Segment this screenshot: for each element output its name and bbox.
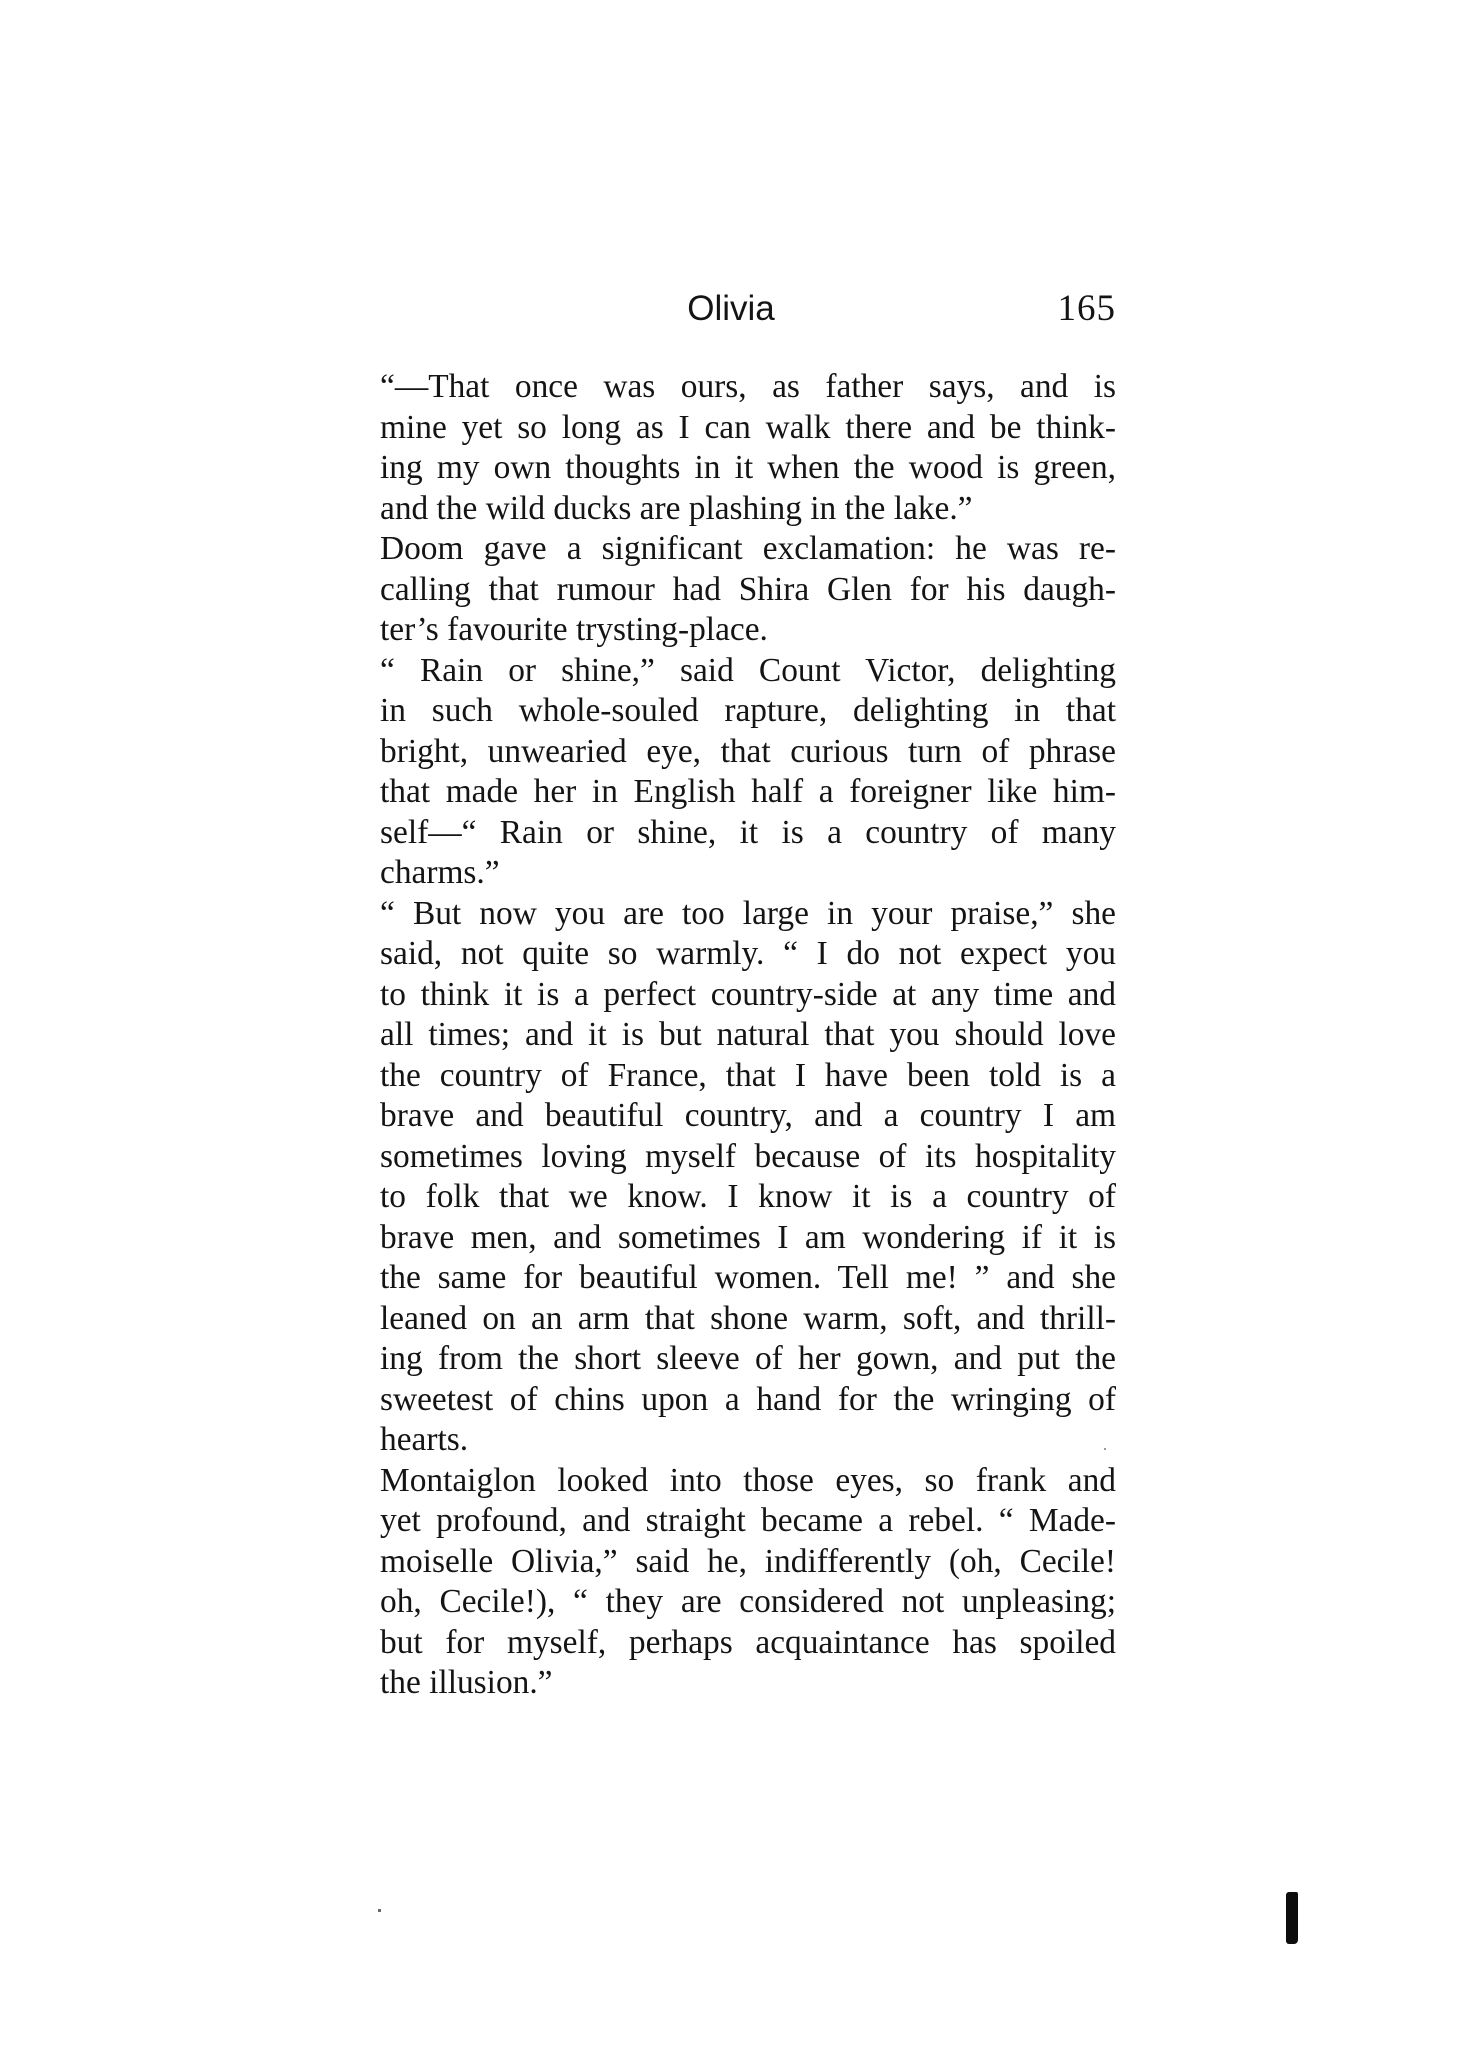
paragraph bbox=[346, 367, 1116, 529]
paragraph bbox=[346, 1461, 1116, 1704]
text-line: “ Rain or shine,” said Count Victor, delighting bbox=[380, 651, 1116, 689]
text-line: that made her in English half a foreigner like him- bbox=[380, 773, 1116, 810]
scan-speck bbox=[378, 1909, 381, 1912]
text-line: charms.” bbox=[380, 854, 500, 891]
text-line: hearts. bbox=[380, 1421, 469, 1458]
text-line: self—“ Rain or shine, it is a country of many bbox=[380, 813, 1116, 851]
text-line: to folk that we know. I know it is a country of bbox=[380, 1178, 1116, 1215]
text-line: the country of France, that I have been told is a bbox=[380, 1056, 1116, 1094]
text-line: oh, Cecile!), “ they are considered not unpleasing; bbox=[380, 1583, 1116, 1620]
text-line: brave men, and sometimes I am wondering if it is bbox=[380, 1218, 1116, 1256]
body-text bbox=[346, 367, 1116, 1704]
text-line: ing from the short sleeve of her gown, and put the bbox=[380, 1340, 1116, 1377]
text-line: Doom gave a significant exclamation: he was re- bbox=[380, 530, 1116, 567]
text-line: brave and beautiful country, and a country I am bbox=[380, 1097, 1116, 1134]
text-line: Montaiglon looked into those eyes, so frank and bbox=[380, 1461, 1116, 1499]
text-line: leaned on an arm that shone warm, soft, and thrill- bbox=[380, 1299, 1116, 1337]
text-line: “ But now you are too large in your praise,” she bbox=[380, 894, 1116, 932]
text-line: sometimes loving myself because of its hospitality bbox=[380, 1137, 1116, 1175]
text-line: to think it is a perfect country-side at any time and bbox=[380, 975, 1116, 1013]
text-line: said, not quite so warmly. “ I do not expect you bbox=[380, 935, 1116, 972]
text-line: all times; and it is but natural that you should love bbox=[380, 1016, 1116, 1053]
text-line: bright, unwearied eye, that curious turn of phrase bbox=[380, 732, 1116, 770]
scan-edge-blot bbox=[1286, 1892, 1298, 1944]
text-line: in such whole-souled rapture, delighting in that bbox=[380, 692, 1116, 729]
text-line: ter’s favourite trysting-place. bbox=[380, 611, 768, 648]
page-number: 165 bbox=[1057, 288, 1116, 329]
paragraph bbox=[346, 529, 1116, 651]
text-line: yet profound, and straight became a rebel. “ Made- bbox=[380, 1502, 1116, 1539]
page-header bbox=[346, 286, 1116, 332]
text-line: calling that rumour had Shira Glen for his daugh- bbox=[380, 570, 1116, 608]
text-line: the same for beautiful women. Tell me! ” and she bbox=[380, 1259, 1116, 1296]
paragraph bbox=[346, 894, 1116, 1461]
text-line: “—That once was ours, as father says, and is bbox=[380, 368, 1116, 405]
text-line: ing my own thoughts in it when the wood is green, bbox=[380, 449, 1116, 486]
text-line: the illusion.” bbox=[380, 1664, 553, 1701]
text-line: but for myself, perhaps acquaintance has spoiled bbox=[380, 1623, 1116, 1661]
running-title: Olivia bbox=[687, 289, 775, 328]
paragraph bbox=[346, 651, 1116, 894]
text-line: mine yet so long as I can walk there and be think- bbox=[380, 408, 1116, 446]
text-line: and the wild ducks are plashing in the lake.” bbox=[380, 489, 973, 527]
scan-speck bbox=[1104, 1448, 1106, 1450]
text-line: moiselle Olivia,” said he, indifferently (oh, Cecile! bbox=[380, 1542, 1116, 1580]
text-line: sweetest of chins upon a hand for the wringing of bbox=[380, 1380, 1116, 1418]
